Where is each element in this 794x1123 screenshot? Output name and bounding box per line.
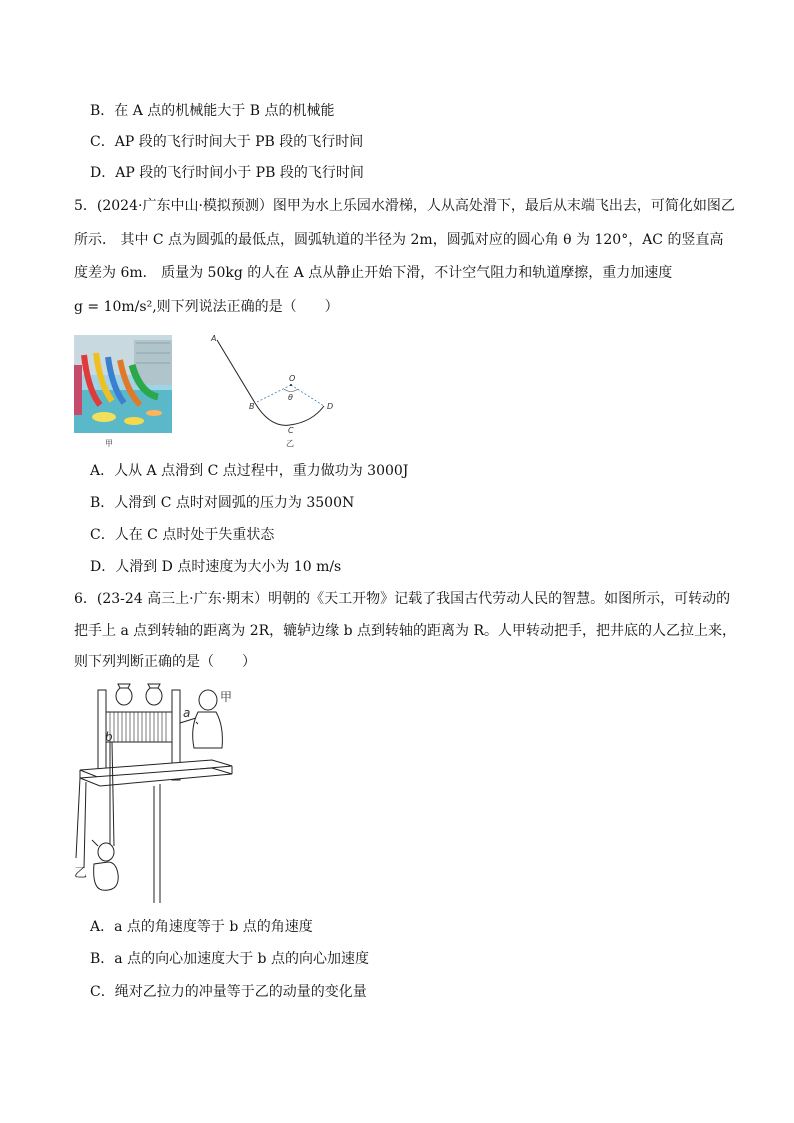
slide-track-diagram [200, 330, 350, 445]
q5-option-c: C．人在 C 点时处于失重状态 [90, 527, 275, 543]
q5-option-a: A．人从 A 点滑到 C 点过程中，重力做功为 3000J [90, 463, 409, 479]
label-d: D [327, 402, 334, 411]
water-slide-photo [74, 335, 172, 433]
q5-stem-line2: 所示． 其中 C 点为圆弧的最低点，圆弧轨道的半径为 2m，圆弧对应的圆心角 θ 为 120°，AC 的竖直高 [74, 232, 724, 248]
q6-option-c: C．绳对乙拉力的冲量等于乙的动量的变化量 [90, 984, 367, 1000]
q6-option-a: A．a 点的角速度等于 b 点的角速度 [90, 919, 313, 935]
label-o: O [289, 374, 296, 383]
label-jia: 甲 [220, 690, 233, 704]
q6-option-b: B．a 点的向心加速度大于 b 点的向心加速度 [90, 951, 369, 967]
q6-stem-line3: 则下列判断正确的是（ ） [74, 654, 256, 670]
label-b-point: b [105, 730, 113, 744]
q5-option-d: D．人滑到 D 点时速度为大小为 10 m/s [90, 559, 342, 575]
q5-stem-line1: 5．(2024·广东中山·模拟预测）图甲为水上乐园水滑梯，人从高处滑下，最后从末端飞出去，可简化如图乙 [74, 198, 735, 214]
label-a-point: a [183, 706, 191, 720]
q6-stem-line1: 6．(23-24 高三上·广东·期末）明朝的《天工开物》记载了我国古代劳动人民的智慧。如图所示，可转动的 [74, 591, 731, 607]
label-c: C [288, 426, 294, 435]
q5-stem-line4: g = 10m/s²,则下列说法正确的是（ ） [74, 299, 339, 315]
fig-right-caption: 乙 [286, 439, 294, 448]
q4-option-c: C．AP 段的飞行时间大于 PB 段的飞行时间 [90, 134, 364, 150]
label-a: A [211, 334, 217, 343]
q5-stem-line3: 度差为 6m． 质量为 50kg 的人在 A 点从静止开始下滑，不计空气阻力和轨道摩擦，重力加速度 [74, 265, 673, 281]
fig-left-caption: 甲 [105, 439, 113, 448]
q4-option-b: B．在 A 点的机械能大于 B 点的机械能 [90, 103, 335, 119]
label-theta: θ [288, 393, 293, 402]
windlass-illustration [72, 678, 242, 908]
label-b: B [249, 402, 255, 411]
q6-stem-line2: 把手上 a 点到转轴的距离为 2R，辘轳边缘 b 点到转轴的距离为 R。人甲转动把手，把井底的人乙拉上来， [74, 623, 736, 639]
q5-option-b: B．人滑到 C 点时对圆弧的压力为 3500N [90, 495, 355, 511]
q4-option-d: D．AP 段的飞行时间小于 PB 段的飞行时间 [90, 165, 364, 181]
label-yi: 乙 [74, 866, 88, 881]
